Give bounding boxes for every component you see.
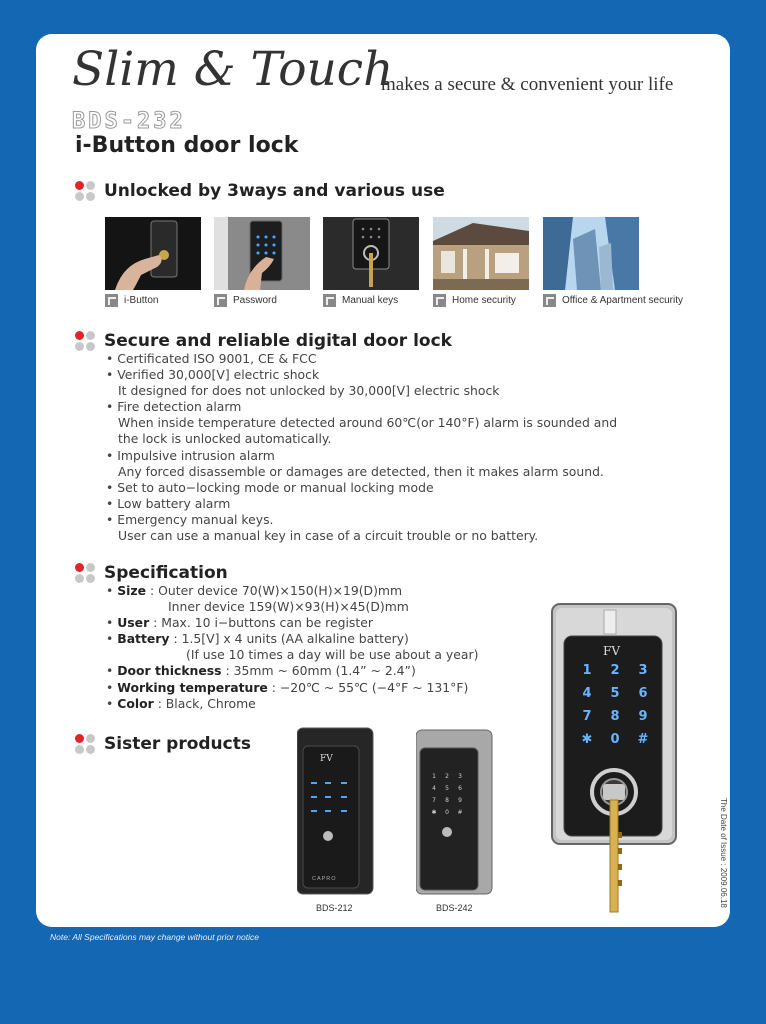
caption-office-security: Office & Apartment security — [543, 294, 683, 307]
ibutton-photo — [105, 217, 201, 290]
spec-user: • User : Max. 10 i−buttons can be register — [106, 615, 373, 631]
caption-checkbox-icon — [323, 294, 336, 307]
section-title-ways: Unlocked by 3ways and various use — [104, 181, 445, 201]
svg-text:4: 4 — [432, 785, 436, 792]
spec-door-thickness: • Door thickness : 35mm ~ 60mm (1.4” ~ 2.4”) — [106, 663, 416, 679]
tagline: makes a secure & convenient your life — [381, 74, 674, 95]
spec-size-inner: Inner device 159(W)×93(H)×45(D)mm — [168, 599, 409, 615]
office-security-photo — [543, 217, 639, 290]
main-device-logo: FV — [603, 644, 620, 658]
svg-text:6: 6 — [458, 785, 462, 792]
feature-line: the lock is unlocked automatically. — [118, 431, 332, 447]
section-bullet-icon — [75, 331, 95, 351]
caption-checkbox-icon — [433, 294, 446, 307]
feature-list — [106, 351, 617, 544]
main-device-keypad — [573, 663, 657, 747]
product-name-bds-242: BDS-242 — [436, 903, 473, 913]
manual-keys-photo — [323, 217, 419, 290]
feature-line: It designed for does not unlocked by 30,000[V] electric shock — [118, 383, 500, 399]
caption-checkbox-icon — [214, 294, 227, 307]
feature-line: • Certificated ISO 9001, CE & FCC — [106, 351, 317, 366]
product-bds-212-image — [297, 726, 375, 896]
svg-text:9: 9 — [458, 797, 462, 804]
spec-battery-note: (If use 10 times a day will be use about a year) — [186, 647, 479, 663]
keypad-key: # — [637, 732, 649, 747]
feature-line: User can use a manual key in case of a circuit trouble or no battery. — [118, 528, 539, 544]
keypad-key: 5 — [610, 686, 620, 701]
keypad-key: 2 — [610, 663, 620, 678]
feature-line: Any forced disassemble or damages are detected, then it makes alarm sound. — [118, 463, 604, 479]
product-title: i-Button door lock — [75, 133, 299, 158]
caption-ibutton: i-Button — [105, 294, 158, 307]
feature-line: • Verified 30,000[V] electric shock — [106, 367, 320, 383]
product-bds-242-image — [416, 728, 494, 898]
product-name-bds-212: BDS-212 — [316, 903, 353, 913]
svg-text:#: # — [457, 809, 463, 816]
keypad-key: 7 — [582, 709, 592, 724]
caption-checkbox-icon — [105, 294, 118, 307]
keypad-key: ✱ — [581, 732, 593, 747]
keypad-key: 1 — [582, 663, 592, 678]
product-logo-fv: FV — [320, 754, 333, 764]
svg-text:0: 0 — [445, 809, 449, 816]
feature-line: • Set to auto−locking mode or manual locking mode — [106, 479, 434, 495]
section-bullet-icon — [75, 734, 95, 754]
svg-text:2: 2 — [445, 773, 449, 780]
footer-note: Note: All Specifications may change without prior notice — [50, 932, 259, 942]
slogan: Slim & Touch — [72, 42, 394, 97]
section-bullet-icon — [75, 181, 95, 201]
section-bullet-icon — [75, 563, 95, 583]
password-photo — [214, 217, 310, 290]
feature-line: • Low battery alarm — [106, 495, 231, 511]
keypad-key: 6 — [638, 686, 648, 701]
home-security-photo — [433, 217, 529, 290]
svg-text:✱: ✱ — [431, 809, 437, 816]
spec-color: • Color : Black, Chrome — [106, 695, 256, 711]
keypad-key: 8 — [610, 709, 620, 724]
product-brand-capro: CAPRO — [312, 876, 337, 882]
caption-password: Password — [214, 294, 277, 307]
svg-text:8: 8 — [445, 797, 449, 804]
spec-working-temperature: • Working temperature : −20℃ ~ 55℃ (−4°F ~ 131°F) — [106, 679, 469, 695]
model-number: BDS-232 — [72, 109, 186, 134]
svg-text:3: 3 — [458, 773, 462, 780]
caption-checkbox-icon — [543, 294, 556, 307]
feature-line: When inside temperature detected around 60℃(or 140°F) alarm is sounded and — [118, 415, 618, 431]
issue-date: The Date of Issue : 2009.06.18 — [719, 798, 728, 908]
svg-text:7: 7 — [432, 797, 436, 804]
section-title-features: Secure and reliable digital door lock — [104, 331, 452, 351]
spec-list — [106, 583, 478, 712]
keypad-key: 3 — [638, 663, 648, 678]
spec-size: • Size : Outer device 70(W)×150(H)×19(D)mm — [106, 583, 403, 598]
caption-manual-keys: Manual keys — [323, 294, 398, 307]
feature-line: • Fire detection alarm — [106, 399, 242, 415]
svg-text:5: 5 — [445, 785, 449, 792]
keypad-key: 4 — [582, 686, 592, 701]
section-title-spec: Specification — [104, 563, 228, 583]
caption-home-security: Home security — [433, 294, 516, 307]
feature-line: • Emergency manual keys. — [106, 511, 274, 527]
section-title-sister: Sister products — [104, 734, 251, 754]
keypad-key: 9 — [638, 709, 648, 724]
feature-line: • Impulsive intrusion alarm — [106, 447, 275, 463]
spec-battery: • Battery : 1.5[V] x 4 units (AA alkaline battery) — [106, 631, 409, 647]
svg-text:1: 1 — [432, 773, 436, 780]
keypad-key: 0 — [610, 732, 620, 747]
